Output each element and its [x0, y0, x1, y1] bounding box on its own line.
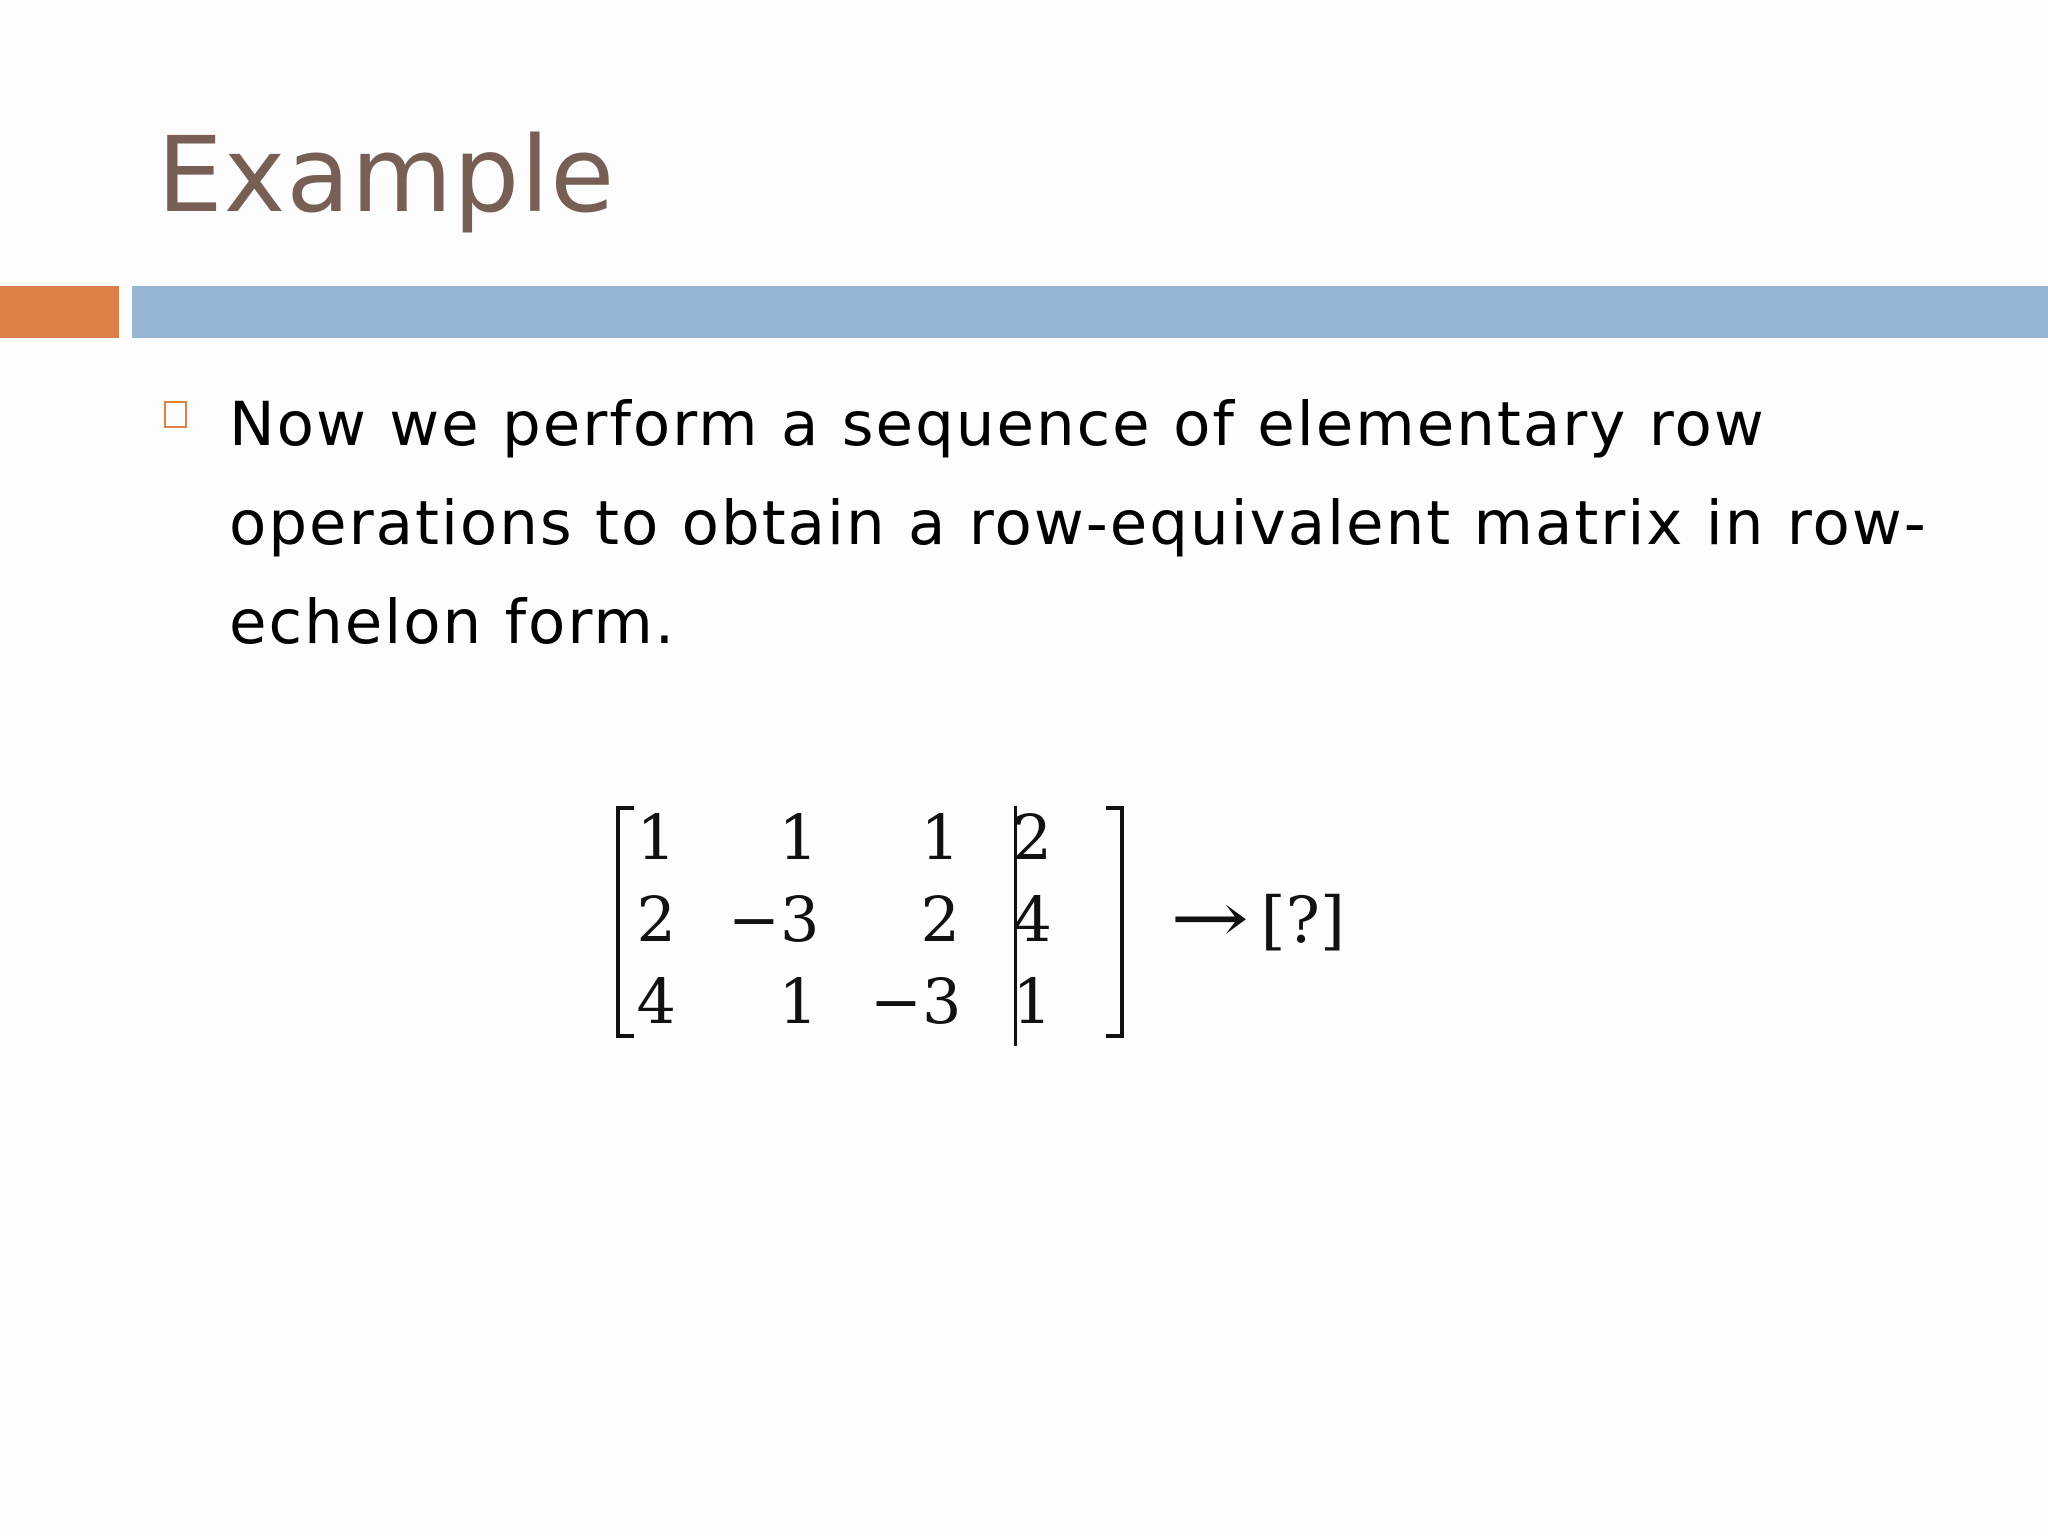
matrix-cell-r3-c2: 1 — [778, 965, 818, 1038]
bullet-text: Now we perform a sequence of elementary row operations to obtain a row-equivalent matrix in row-echelon form. — [229, 389, 1928, 658]
matrix-cell-r2-c1: 2 — [636, 883, 676, 956]
matrix-cell-r2-c2: −3 — [728, 883, 820, 956]
arrow-result-group — [1170, 878, 1345, 961]
matrix-cell-r2-c4: 4 — [1012, 883, 1052, 956]
matrix-cell-r1-c3: 1 — [920, 801, 960, 874]
result-placeholder: [?] — [1260, 884, 1345, 958]
augmented-matrix-equation — [610, 796, 1370, 1050]
square-bullet-icon — [164, 401, 187, 428]
matrix-cell-r2-c3: 2 — [920, 883, 960, 956]
matrix-cell-r3-c1: 4 — [636, 965, 676, 1038]
matrix-cell-r3-c4: 1 — [1012, 965, 1052, 1038]
slide-title: Example — [157, 114, 616, 236]
matrix-cell-r3-c3: −3 — [870, 965, 962, 1038]
right-arrow-icon: → — [1170, 877, 1250, 959]
matrix-cell-r1-c4: 2 — [1012, 801, 1052, 874]
right-bracket — [1106, 806, 1124, 1038]
accent-bar-blue — [132, 286, 2048, 338]
accent-bar-orange — [0, 286, 119, 338]
matrix-cell-r1-c1: 1 — [636, 801, 676, 874]
matrix-cell-r1-c2: 1 — [778, 801, 818, 874]
